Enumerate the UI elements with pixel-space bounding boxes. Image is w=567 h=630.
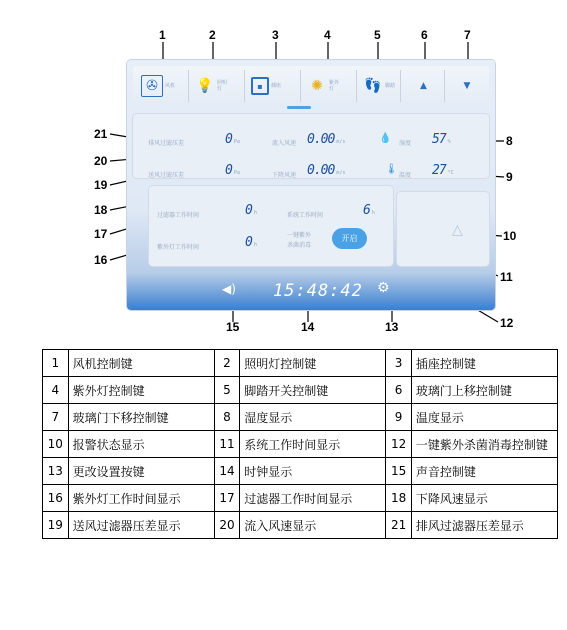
legend-table — [42, 349, 558, 539]
legend-description: 声音控制键 — [411, 458, 557, 485]
inflow-label: 流入风速 — [272, 140, 297, 147]
callout-1: 1 — [159, 28, 166, 42]
legend-description: 插座控制键 — [411, 350, 557, 377]
legend-description: 玻璃门下移控制键 — [68, 404, 214, 431]
inflow-value: 0.00 m/s — [307, 132, 346, 147]
table-row — [43, 458, 558, 485]
exhaust-filter-label: 排风过滤压差 — [148, 140, 185, 147]
speaker-icon[interactable]: ◀) — [222, 282, 236, 296]
callout-21: 21 — [94, 127, 108, 141]
callout-9: 9 — [506, 170, 513, 184]
arrow-up-icon: ▲ — [420, 81, 427, 91]
callout-20: 20 — [94, 154, 108, 168]
legend-number: 19 — [43, 512, 69, 539]
alarm-panel — [397, 192, 489, 266]
legend-description: 送风过滤器压差显示 — [68, 512, 214, 539]
legend-description: 一键紫外杀菌消毒控制键 — [411, 431, 557, 458]
downflow-value: 0.00 m/s — [307, 163, 346, 178]
table-row — [43, 485, 558, 512]
callout-8: 8 — [506, 134, 513, 148]
temperature-label: 温度 — [399, 172, 412, 179]
legend-number: 16 — [43, 485, 69, 512]
footprint-icon: 👣 — [364, 78, 382, 94]
humidity-label: 湿度 — [399, 140, 412, 147]
callout-15: 15 — [226, 320, 240, 334]
table-row — [43, 512, 558, 539]
uv-label: 紫外灯 — [329, 80, 340, 92]
legend-description: 温度显示 — [411, 404, 557, 431]
thermometer-icon: 🌡 — [385, 164, 398, 175]
callout-6: 6 — [421, 28, 428, 42]
callout-13: 13 — [385, 320, 399, 334]
system-time-label: 系统工作时间 — [287, 212, 324, 219]
legend-number: 18 — [386, 485, 412, 512]
legend-description: 风机控制键 — [68, 350, 214, 377]
legend-description: 脚踏开关控制键 — [240, 377, 386, 404]
legend-number: 17 — [214, 485, 240, 512]
control-toolbar — [133, 66, 489, 106]
callout-12: 12 — [500, 316, 514, 330]
legend-number: 15 — [386, 458, 412, 485]
legend-description: 紫外灯工作时间显示 — [68, 485, 214, 512]
legend-number: 2 — [214, 350, 240, 377]
legend-number: 14 — [214, 458, 240, 485]
socket-icon: ▪ — [251, 77, 269, 95]
legend-number: 12 — [386, 431, 412, 458]
legend-description: 过滤器工作时间显示 — [240, 485, 386, 512]
legend-number: 1 — [43, 350, 69, 377]
callout-11: 11 — [500, 270, 513, 284]
legend-number: 7 — [43, 404, 69, 431]
legend-description: 更改设置按键 — [68, 458, 214, 485]
arrow-down-icon: ▼ — [463, 81, 471, 91]
bulb-icon: 💡 — [196, 78, 214, 94]
callout-14: 14 — [301, 320, 315, 334]
legend-description: 照明灯控制键 — [240, 350, 386, 377]
uv-time-label: 紫外灯工作时间 — [157, 244, 200, 251]
supply-filter-label: 送风过滤压差 — [148, 172, 185, 179]
table-row — [43, 431, 558, 458]
legend-description: 流入风速显示 — [240, 512, 386, 539]
fan-icon: ✇ — [141, 75, 163, 97]
clock-display: 15:48:42 — [273, 281, 363, 301]
socket-control-button[interactable] — [247, 70, 301, 102]
legend-number: 6 — [386, 377, 412, 404]
legend-number: 4 — [43, 377, 69, 404]
exhaust-filter-value: 0 Pa — [225, 132, 240, 147]
oneclick-label-2: 杀菌消毒 — [287, 242, 312, 249]
foot-switch-control-button[interactable] — [359, 70, 401, 102]
uv-time-value: 0 h — [245, 235, 257, 250]
foot-label: 脚踏 — [385, 83, 396, 89]
callout-17: 17 — [94, 227, 108, 241]
filter-time-value: 0 h — [245, 203, 257, 218]
device-screen — [127, 60, 495, 310]
callout-19: 19 — [94, 178, 108, 192]
legend-number: 5 — [214, 377, 240, 404]
door-up-button[interactable] — [403, 70, 445, 102]
legend-number: 3 — [386, 350, 412, 377]
legend-number: 10 — [43, 431, 69, 458]
uv-sterilize-start-button[interactable]: 开启 — [332, 228, 367, 249]
legend-description: 紫外灯控制键 — [68, 377, 214, 404]
callout-7: 7 — [464, 28, 471, 42]
callout-4: 4 — [324, 28, 331, 42]
legend-description: 排风过滤器压差显示 — [411, 512, 557, 539]
socket-label: 插座 — [271, 83, 282, 89]
uv-lamp-control-button[interactable] — [303, 70, 357, 102]
callout-18: 18 — [94, 203, 108, 217]
downflow-label: 下降风速 — [272, 172, 297, 179]
legend-description: 下降风速显示 — [411, 485, 557, 512]
gear-icon[interactable]: ⚙ — [377, 280, 390, 296]
legend-description: 系统工作时间显示 — [240, 431, 386, 458]
fan-control-button[interactable] — [137, 70, 189, 102]
legend-number: 11 — [214, 431, 240, 458]
legend-number: 20 — [214, 512, 240, 539]
legend-number: 21 — [386, 512, 412, 539]
table-row — [43, 377, 558, 404]
filter-time-label: 过滤器工作时间 — [157, 212, 200, 219]
legend-description: 时钟显示 — [240, 458, 386, 485]
uv-lamp-icon: ✺ — [311, 78, 323, 94]
table-row — [43, 350, 558, 377]
door-down-button[interactable] — [447, 70, 487, 102]
legend-number: 8 — [214, 404, 240, 431]
oneclick-label-1: 一键紫外 — [287, 232, 312, 239]
light-label: 照明灯 — [217, 80, 228, 92]
table-row — [43, 404, 558, 431]
callout-16: 16 — [94, 253, 108, 267]
system-time-value: 6 h — [363, 203, 375, 218]
legend-description: 报警状态显示 — [68, 431, 214, 458]
callout-5: 5 — [374, 28, 381, 42]
callout-3: 3 — [272, 28, 279, 42]
time-panel — [149, 186, 393, 266]
light-control-button[interactable] — [191, 70, 245, 102]
humidity-value: 57 % — [432, 132, 451, 147]
callout-2: 2 — [209, 28, 216, 42]
temperature-value: 27 °C — [432, 163, 454, 178]
legend-number: 9 — [386, 404, 412, 431]
warning-triangle-icon: △ — [452, 222, 463, 238]
legend-number: 13 — [43, 458, 69, 485]
supply-filter-value: 0 Pa — [225, 163, 240, 178]
legend-description: 湿度显示 — [240, 404, 386, 431]
page-indicator — [287, 106, 311, 109]
legend-description: 玻璃门上移控制键 — [411, 377, 557, 404]
fan-label: 风机 — [165, 83, 176, 89]
callout-10: 10 — [503, 229, 517, 243]
humidity-icon: 💧 — [379, 133, 392, 144]
